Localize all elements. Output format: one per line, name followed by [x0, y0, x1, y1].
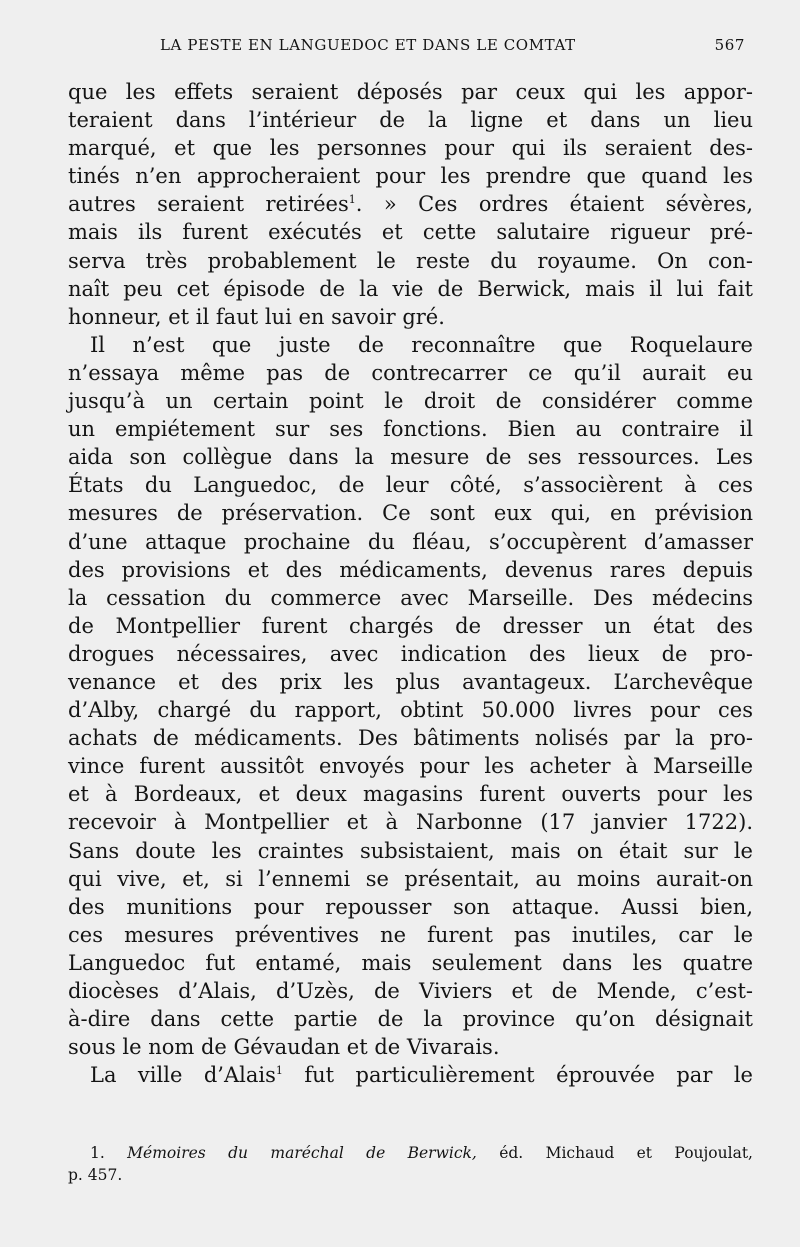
- text-line: marqué, et que les personnes pour qui ils seraient des-: [68, 136, 753, 161]
- text-line: [68, 1061, 753, 1089]
- footnote-number: 1.: [90, 1144, 105, 1162]
- footnote-line: p. 457.: [68, 1166, 123, 1184]
- text-line: que les effets seraient déposés par ceux qui les appor-: [68, 80, 753, 104]
- footnote-mark: 1: [348, 193, 356, 207]
- footnote-mark: 1: [275, 1064, 283, 1078]
- text-line: la cessation du commerce avec Marseille. Des médecins: [68, 585, 753, 610]
- text-line: [68, 190, 753, 218]
- text-fragment: autres seraient retirées: [68, 192, 349, 217]
- text-line: jusqu’à un certain point le droit de considérer comme: [68, 389, 753, 414]
- text-line: d’Alby, chargé du rapport, obtint 50.000 livres pour ces: [68, 698, 753, 723]
- text-line: d’une attaque prochaine du fléau, s’occupèrent d’amasser: [68, 529, 753, 554]
- text-line: recevoir à Montpellier et à Narbonne (17 janvier 1722).: [68, 810, 753, 835]
- page-header: [160, 36, 745, 60]
- text-line: drogues nécessaires, avec indication des lieux de pro-: [68, 641, 753, 666]
- footnote-line: [68, 1142, 753, 1164]
- page-number: 567: [714, 36, 745, 54]
- text-line: venance et des prix les plus avantageux. L’archevêque: [68, 669, 753, 694]
- body-text: [68, 78, 753, 1089]
- text-line: à-dire dans cette partie de la province qu’on désignait: [68, 1007, 753, 1032]
- text-line: des munitions pour repousser son attaque. Aussi bien,: [68, 894, 753, 919]
- text-line: tinés n’en approcheraient pour les prendre que quand les: [68, 164, 753, 189]
- text-line: mesures de préservation. Ce sont eux qui, en prévision: [68, 501, 753, 526]
- text-line: ces mesures préventives ne furent pas inutiles, car le: [68, 922, 753, 947]
- running-title: LA PESTE EN LANGUEDOC ET DANS LE COMTAT: [160, 36, 576, 54]
- text-line: n’essaya même pas de contrecarrer ce qu’il aurait eu: [68, 360, 753, 385]
- text-line: aida son collègue dans la mesure de ses ressources. Les: [68, 445, 753, 470]
- text-line: achats de médicaments. Des bâtiments nolisés par la pro-: [68, 726, 753, 751]
- text-line: des provisions et des médicaments, devenus rares depuis: [68, 557, 753, 582]
- text-fragment: fut particulièrement éprouvée par le: [304, 1063, 753, 1088]
- text-line: sous le nom de Gévaudan et de Vivarais.: [68, 1035, 500, 1060]
- text-fragment: La ville d’Alais: [90, 1063, 276, 1088]
- text-line: Sans doute les craintes subsistaient, mais on était sur le: [68, 838, 753, 863]
- text-line: un empiétement sur ses fonctions. Bien au contraire il: [68, 417, 753, 442]
- text-line: qui vive, et, si l’ennemi se présentait, au moins aurait-on: [68, 866, 753, 891]
- text-line: de Montpellier furent chargés de dresser un état des: [68, 613, 753, 638]
- text-line: serva très probablement le reste du royaume. On con-: [68, 248, 753, 273]
- text-line: naît peu cet épisode de la vie de Berwick, mais il lui fait: [68, 276, 753, 301]
- text-line: mais ils furent exécutés et cette salutaire rigueur pré-: [68, 220, 753, 245]
- text-fragment: . » Ces ordres étaient sévères,: [355, 192, 753, 217]
- text-line: et à Bordeaux, et deux magasins furent ouverts pour les: [68, 782, 753, 807]
- footnote-text: éd. Michaud et Poujoulat,: [499, 1144, 753, 1162]
- footnote-title: Mémoires du maréchal de Berwick,: [127, 1144, 477, 1162]
- text-line: Il n’est que juste de reconnaître que Roquelaure: [90, 332, 753, 357]
- text-line: diocèses d’Alais, d’Uzès, de Viviers et de Mende, c’est-: [68, 979, 753, 1003]
- footnotes: [68, 1142, 753, 1186]
- text-line: honneur, et il faut lui en savoir gré.: [68, 304, 445, 329]
- text-line: Languedoc fut entamé, mais seulement dans les quatre: [68, 950, 753, 975]
- text-line: États du Languedoc, de leur côté, s’associèrent à ces: [68, 473, 753, 498]
- text-line: teraient dans l’intérieur de la ligne et dans un lieu: [68, 108, 753, 133]
- text-line: vince furent aussitôt envoyés pour les acheter à Marseille: [68, 754, 753, 779]
